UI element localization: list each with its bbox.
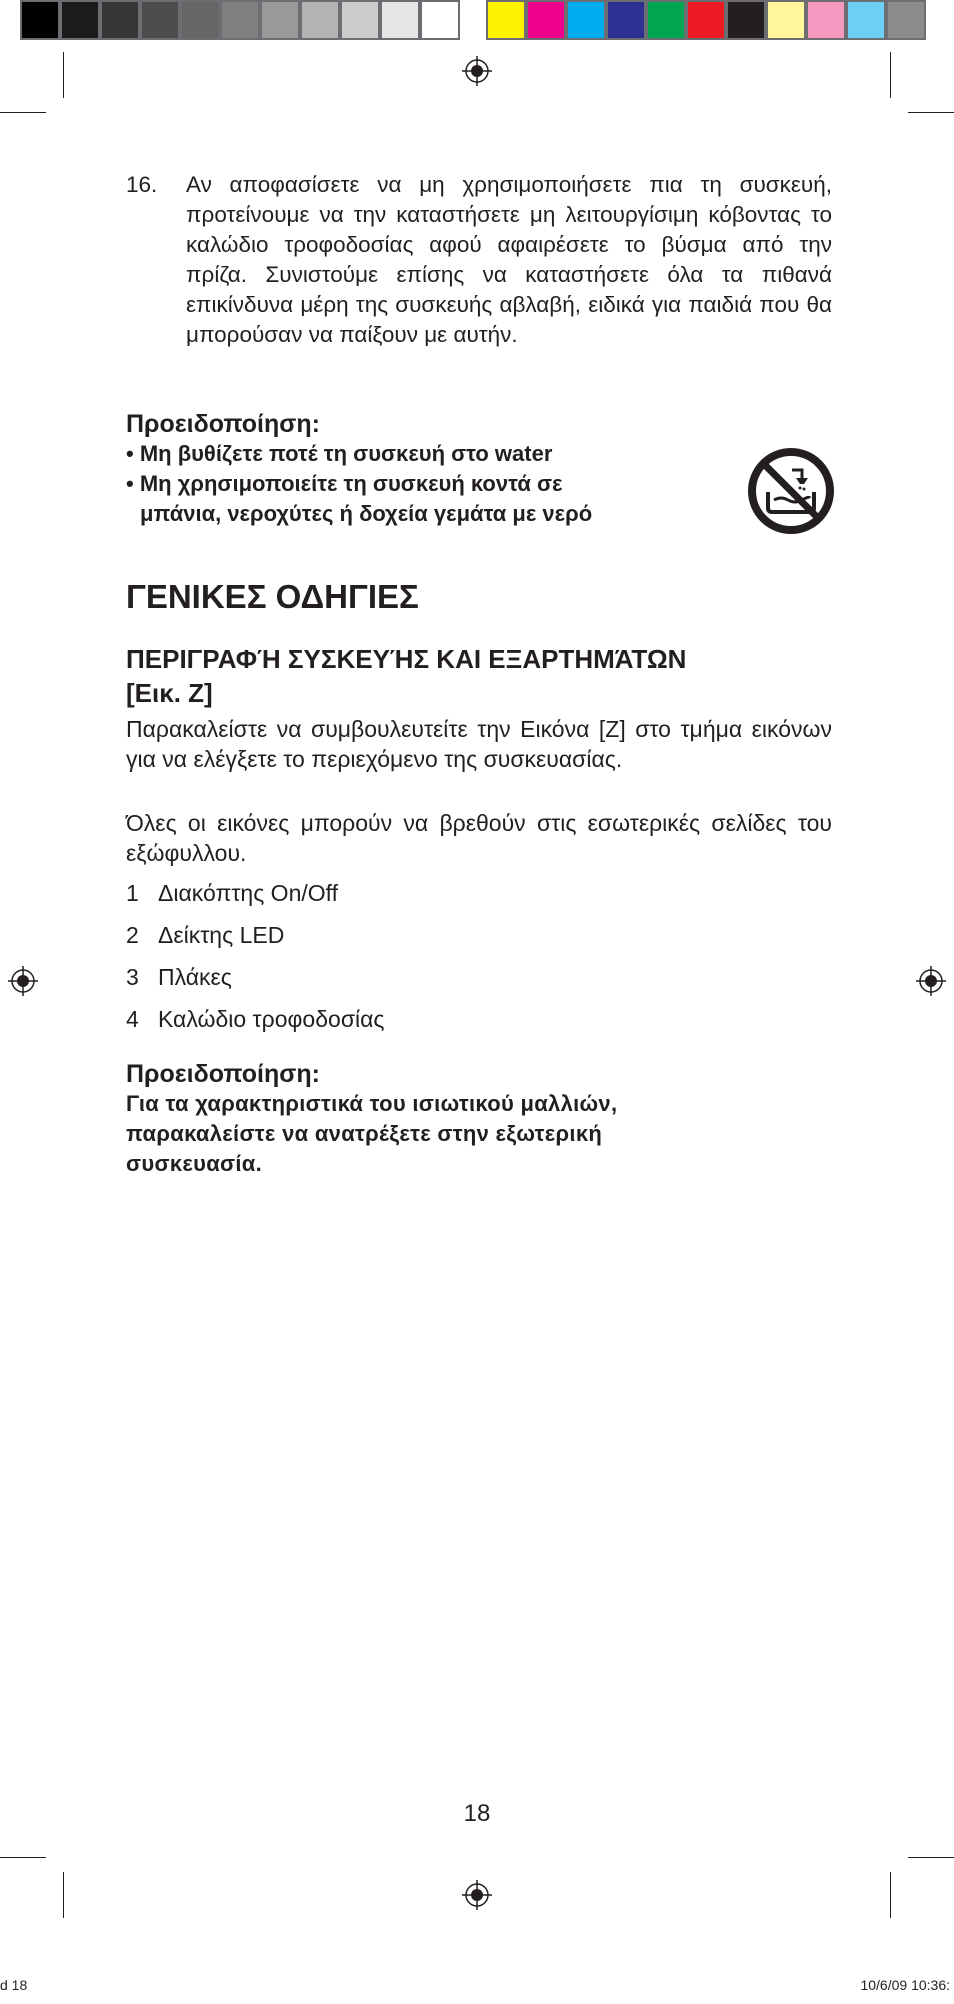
color-swatch bbox=[766, 0, 806, 40]
color-swatch bbox=[606, 0, 646, 40]
page-number: 18 bbox=[463, 1800, 491, 1827]
color-swatch bbox=[140, 0, 180, 40]
warning-line: • Μη χρησιμοποιείτε τη συσκευή κοντά σε bbox=[126, 471, 563, 496]
color-swatch bbox=[686, 0, 726, 40]
parts-list bbox=[126, 878, 832, 1046]
subsection-title-line: ΠΕΡΙΓΡΑΦΉ ΣΥΣΚΕΥΉΣ ΚΑΙ ΕΞΑΡΤΗΜΆΤΩΝ bbox=[126, 644, 687, 674]
color-swatch bbox=[726, 0, 766, 40]
no-water-icon bbox=[748, 448, 834, 534]
item-text: Αν αποφασίσετε να μη χρησιμοποιήσετε πια τη συσκευή, προτείνουμε να την καταστήσετε μη λειτουργίσιμη κόβοντας το καλώδιο τροφοδοσίας αφού αφαιρέσετε το βύσμα από την πρίζα. Συνιστούμε επίσης να καταστήσετε όλα τα πιθανά επικίνδυνα μέρη της συσκευής αβλαβή, ειδικά για παιδιά που θα μπορούσαν να παίξουν με αυτήν. bbox=[186, 172, 832, 347]
list-item-label: Καλώδιο τροφοδοσίας bbox=[158, 1006, 385, 1032]
color-swatch bbox=[260, 0, 300, 40]
color-swatch bbox=[806, 0, 846, 40]
list-item-number: 3 bbox=[126, 964, 139, 990]
crop-mark bbox=[890, 1872, 891, 1918]
warning-block-water bbox=[126, 410, 832, 529]
color-swatch bbox=[420, 0, 460, 40]
color-swatch bbox=[526, 0, 566, 40]
intro-paragraph: Όλες οι εικόνες μπορούν να βρεθούν στις εσωτερικές σελίδες του εξώφυλλου. bbox=[126, 810, 832, 866]
item-number: 16. bbox=[126, 172, 158, 197]
warning-line: μπάνια, νεροχύτες ή δοχεία γεμάτα με νερό bbox=[140, 501, 593, 526]
crop-mark bbox=[63, 52, 64, 98]
color-swatch bbox=[646, 0, 686, 40]
registration-mark-icon bbox=[462, 1880, 492, 1910]
list-item-label: Πλάκες bbox=[158, 964, 232, 990]
color-swatch bbox=[486, 0, 526, 40]
warning-line: παρακαλείστε να ανατρέξετε στην εξωτερική bbox=[126, 1121, 603, 1146]
list-item-number: 1 bbox=[126, 880, 139, 906]
crop-mark bbox=[908, 112, 954, 113]
crop-mark bbox=[0, 112, 46, 113]
color-swatch bbox=[100, 0, 140, 40]
instruction-item-16 bbox=[126, 170, 832, 350]
registration-mark-icon bbox=[462, 56, 492, 86]
color-swatch bbox=[566, 0, 606, 40]
registration-mark-icon bbox=[916, 966, 946, 996]
subsection-title-line: [Εικ. Z] bbox=[126, 678, 213, 708]
process-color-bar bbox=[486, 0, 926, 44]
warning-line: συσκευασία. bbox=[126, 1151, 263, 1176]
list-item-label: Διακόπτης On/Off bbox=[158, 880, 339, 906]
color-swatch bbox=[20, 0, 60, 40]
color-swatch bbox=[846, 0, 886, 40]
grayscale-color-bar bbox=[20, 0, 460, 44]
color-swatch bbox=[380, 0, 420, 40]
registration-mark-icon bbox=[8, 966, 38, 996]
list-item bbox=[126, 962, 832, 1004]
list-item bbox=[126, 920, 832, 962]
crop-mark bbox=[63, 1872, 64, 1918]
warning-line: Για τα χαρακτηριστικά του ισιωτικού μαλλιών, bbox=[126, 1091, 618, 1116]
color-swatch bbox=[60, 0, 100, 40]
list-item bbox=[126, 878, 832, 920]
section-title: ΓΕΝΙΚΕΣ ΟΔΗΓΙΕΣ bbox=[126, 578, 419, 615]
list-item-number: 4 bbox=[126, 1006, 139, 1032]
intro-paragraph: Παρακαλείστε να συμβουλευτείτε την Εικόνα [Z] στο τμήμα εικόνων για να ελέγξετε το περιεχόμενο της συσκευασίας. bbox=[126, 716, 832, 772]
list-item bbox=[126, 1004, 832, 1046]
warning-block-specs bbox=[126, 1060, 832, 1179]
color-swatch bbox=[886, 0, 926, 40]
color-swatch bbox=[340, 0, 380, 40]
subsection-title bbox=[126, 642, 832, 710]
color-swatch bbox=[300, 0, 340, 40]
crop-mark bbox=[908, 1857, 954, 1858]
list-item-number: 2 bbox=[126, 922, 139, 948]
warning-title: Προειδοποίηση: bbox=[126, 1060, 320, 1088]
crop-mark bbox=[0, 1857, 46, 1858]
crop-mark bbox=[890, 52, 891, 98]
slug-left: d 18 bbox=[0, 1977, 28, 1993]
list-item-label: Δείκτης LED bbox=[158, 922, 285, 948]
slug-right: 10/6/09 10:36: bbox=[860, 1977, 950, 1993]
color-swatch bbox=[180, 0, 220, 40]
warning-title: Προειδοποίηση: bbox=[126, 410, 320, 438]
color-swatch bbox=[220, 0, 260, 40]
warning-line: • Μη βυθίζετε ποτέ τη συσκευή στο water bbox=[126, 441, 553, 466]
